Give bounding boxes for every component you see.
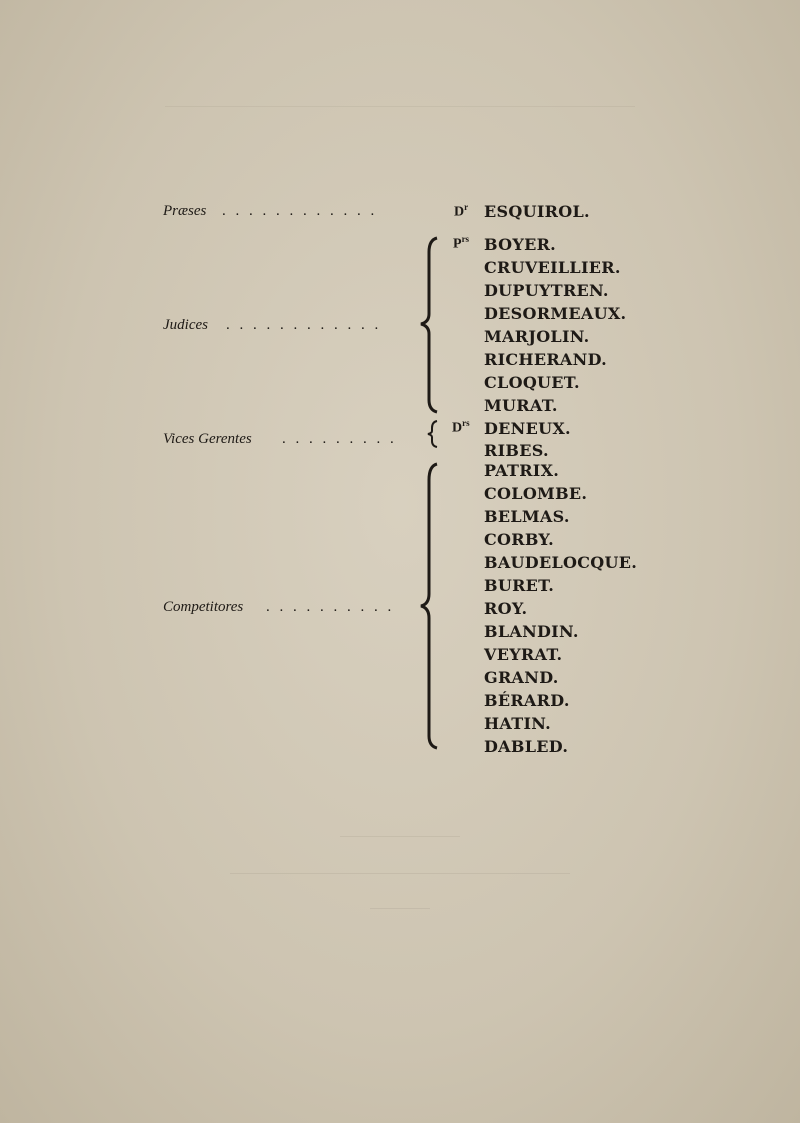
competitor-name: CORBY.: [484, 530, 554, 549]
vices-gerentes-leader-dots: . . . . . . . . .: [282, 431, 397, 447]
competitor-name: BLANDIN.: [484, 622, 579, 641]
competitores-leader-dots: . . . . . . . . . .: [266, 599, 395, 615]
praeses-leader-dots: . . . . . . . . . . . .: [222, 203, 378, 219]
competitor-name: BURET.: [484, 576, 555, 595]
competitor-name: BÉRARD.: [484, 691, 570, 710]
competitor-name: BAUDELOCQUE.: [484, 553, 638, 572]
judices-title-prefix: $P^{rs}$: [453, 234, 470, 252]
vices-gerentes-brace: [428, 421, 437, 447]
competitores-brace: [421, 464, 437, 748]
judices-name: CRUVEILLIER.: [484, 258, 621, 277]
judices-name: MURAT.: [484, 396, 558, 415]
praeses-title-prefix: $D^r$: [454, 202, 469, 220]
competitor-name: BELMAS.: [484, 507, 570, 526]
judices-name: MARJOLIN.: [484, 327, 590, 346]
judices-name: BOYER.: [484, 235, 557, 254]
praeses-name: ESQUIROL.: [484, 202, 590, 221]
judices-leader-dots: . . . . . . . . . . . .: [226, 317, 382, 333]
competitor-name: DABLED.: [484, 737, 569, 756]
competitor-name: VEYRAT.: [484, 645, 563, 664]
competitor-name: GRAND.: [484, 668, 559, 687]
competitor-name: ROY.: [484, 599, 528, 618]
judices-name: RICHERAND.: [484, 350, 608, 369]
vices-gerentes-name: DENEUX.: [484, 419, 571, 438]
praeses-label: Præses: [163, 203, 207, 219]
judices-label: Judices: [163, 317, 208, 333]
competitor-name: HATIN.: [484, 714, 552, 733]
competitor-name: COLOMBE.: [484, 484, 588, 503]
judices-name: CLOQUET.: [484, 373, 580, 392]
vices-gerentes-name: RIBES.: [484, 441, 549, 460]
competitores-label: Competitores: [163, 599, 244, 615]
judices-name: DUPUYTREN.: [484, 281, 609, 300]
competitor-name: PATRIX.: [484, 461, 560, 480]
vices-gerentes-title-prefix: $D^{rs}$: [452, 418, 470, 436]
judices-name: DESORMEAUX.: [484, 304, 627, 323]
vices-gerentes-label: Vices Gerentes: [163, 431, 252, 447]
judices-brace: [421, 238, 437, 412]
